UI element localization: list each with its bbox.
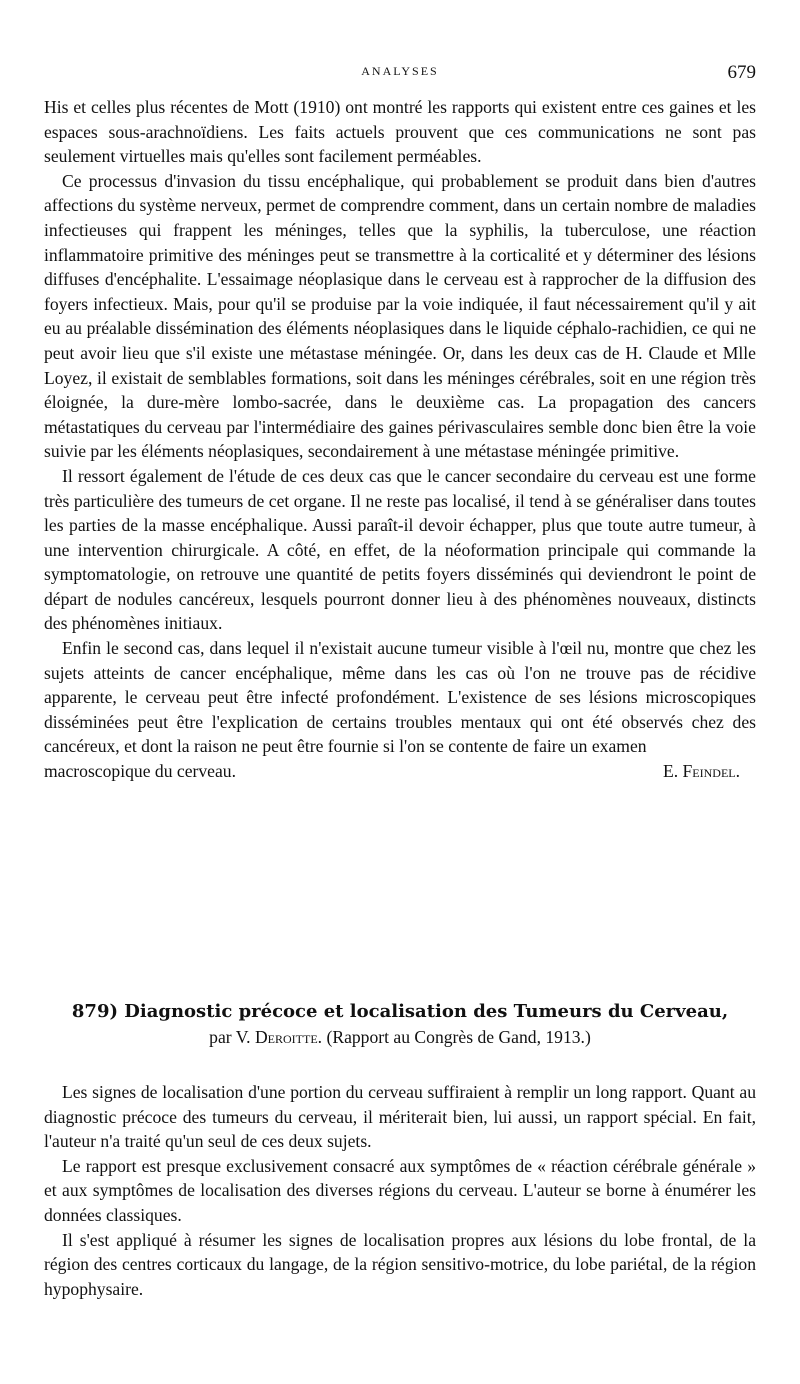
- article-heading: [44, 1000, 756, 1024]
- article-byline: [44, 1024, 756, 1050]
- running-title: ANALYSES: [361, 64, 439, 78]
- article-879: [44, 1000, 756, 1301]
- page-number: 679: [727, 62, 756, 83]
- closing-line: macroscopique du cerveau.: [44, 761, 236, 782]
- article-title: Diagnostic précoce et localisation des Tumeurs du Cerveau,: [124, 1001, 729, 1022]
- byline-author: Deroitte.: [254, 1027, 323, 1047]
- previous-article-text: [44, 95, 756, 784]
- article-number: 879): [71, 1001, 118, 1022]
- article-body: [44, 1080, 756, 1301]
- paragraph-2: Ce processus d'invasion du tissu encéphalique, qui probablement se produit dans bien d'autres affections du système nerveux, permet de comprendre comment, dans un certain nombre de maladies infectieuses qui frappent les méninges, telles que la syphilis, la tuberculose, une réaction inflammatoire primitive des méninges peut se transmettre à la corticalité et y déterminer des lésions diffuses d'encéphalite. L'essaimage néoplasique dans le cerveau est à rapprocher de la diffusion des foyers infectieux. Mais, pour qu'il se produise par la voie indiquée, il faut nécessairement qu'il y ait eu au préalable dissémination des éléments néoplasiques dans le liquide céphalo-rachidien, ce qui ne peut avoir lieu que s'il existe une métastase méningée. Or, dans les deux cas de H. Claude et Mlle Loyez, il existait de semblables formations, soit dans les méninges cérébrales, soit en une région très éloignée, la dure-mère lombo-sacrée, dans le deuxième cas. La propagation des cancers métastatiques du cerveau par l'intermédiaire des gaines périvasculaires semble donc bien être la voie suivie par les éléments néoplasiques, secondairement à une métastase méningée primitive.: [44, 170, 756, 462]
- book-page: [44, 0, 756, 1384]
- article-paragraph-3: Il s'est appliqué à résumer les signes de localisation propres aux lésions du lobe frontal, de la région des centres corticaux du langage, de la région sensitivo-motrice, du lobe pariétal, de la région hypophysaire.: [44, 1229, 756, 1299]
- article-paragraph-1: Les signes de localisation d'une portion du cerveau suffiraient à remplir un long rapport. Quant au diagnostic précoce des tumeurs du cerveau, il mériterait bien, lui aussi, un rapport spécial. En fait, l'auteur n'a traité qu'un seul de ces deux sujets.: [44, 1082, 756, 1152]
- byline-prefix: par V.: [209, 1027, 251, 1047]
- author-signature: E. Feindel.: [662, 761, 740, 782]
- signature-line: [44, 759, 756, 784]
- byline-source: (Rapport au Congrès de Gand, 1913.): [326, 1027, 591, 1047]
- article-paragraph-2: Le rapport est presque exclusivement consacré aux symptômes de « réaction cérébrale générale » et aux symptômes de localisation des diverses régions du cerveau. L'auteur se borne à énumérer les données classiques.: [44, 1155, 756, 1225]
- running-head: [44, 62, 756, 86]
- paragraph-1: His et celles plus récentes de Mott (1910) ont montré les rapports qui existent entre ces gaines et les espaces sous-arachnoïdiens. Les faits actuels prouvent que ces communications ne sont pas seulement virtuelles mais qu'elles sont facilement perméables.: [44, 97, 756, 167]
- paragraph-4: Enfin le second cas, dans lequel il n'existait aucune tumeur visible à l'œil nu, montre que chez les sujets atteints de cancer encéphalique, même dans les cas où l'on ne trouve pas de récidive apparente, le cerveau peut être infecté profondément. L'existence de ses lésions microscopiques disséminées peut être l'explication de certains troubles mentaux qui ont été observés chez des cancéreux, et dont la raison ne peut être fournie si l'on se contente de faire un examen: [44, 638, 756, 757]
- paragraph-3: Il ressort également de l'étude de ces deux cas que le cancer secondaire du cerveau est une forme très particulière des tumeurs de cet organe. Il ne reste pas localisé, il tend à se généraliser dans toutes les parties de la masse encéphalique. Aussi paraît-il devoir échapper, plus que toute autre tumeur, à une intervention chirurgicale. A côté, en effet, de la néoformation principale qui commande la symptomatologie, on retrouve une quantité de petits foyers disséminés qui deviendront le point de départ de nodules cancéreux, lesquels pourront donner lieu à des phénomènes nouveaux, distincts des phénomènes initiaux.: [44, 465, 756, 634]
